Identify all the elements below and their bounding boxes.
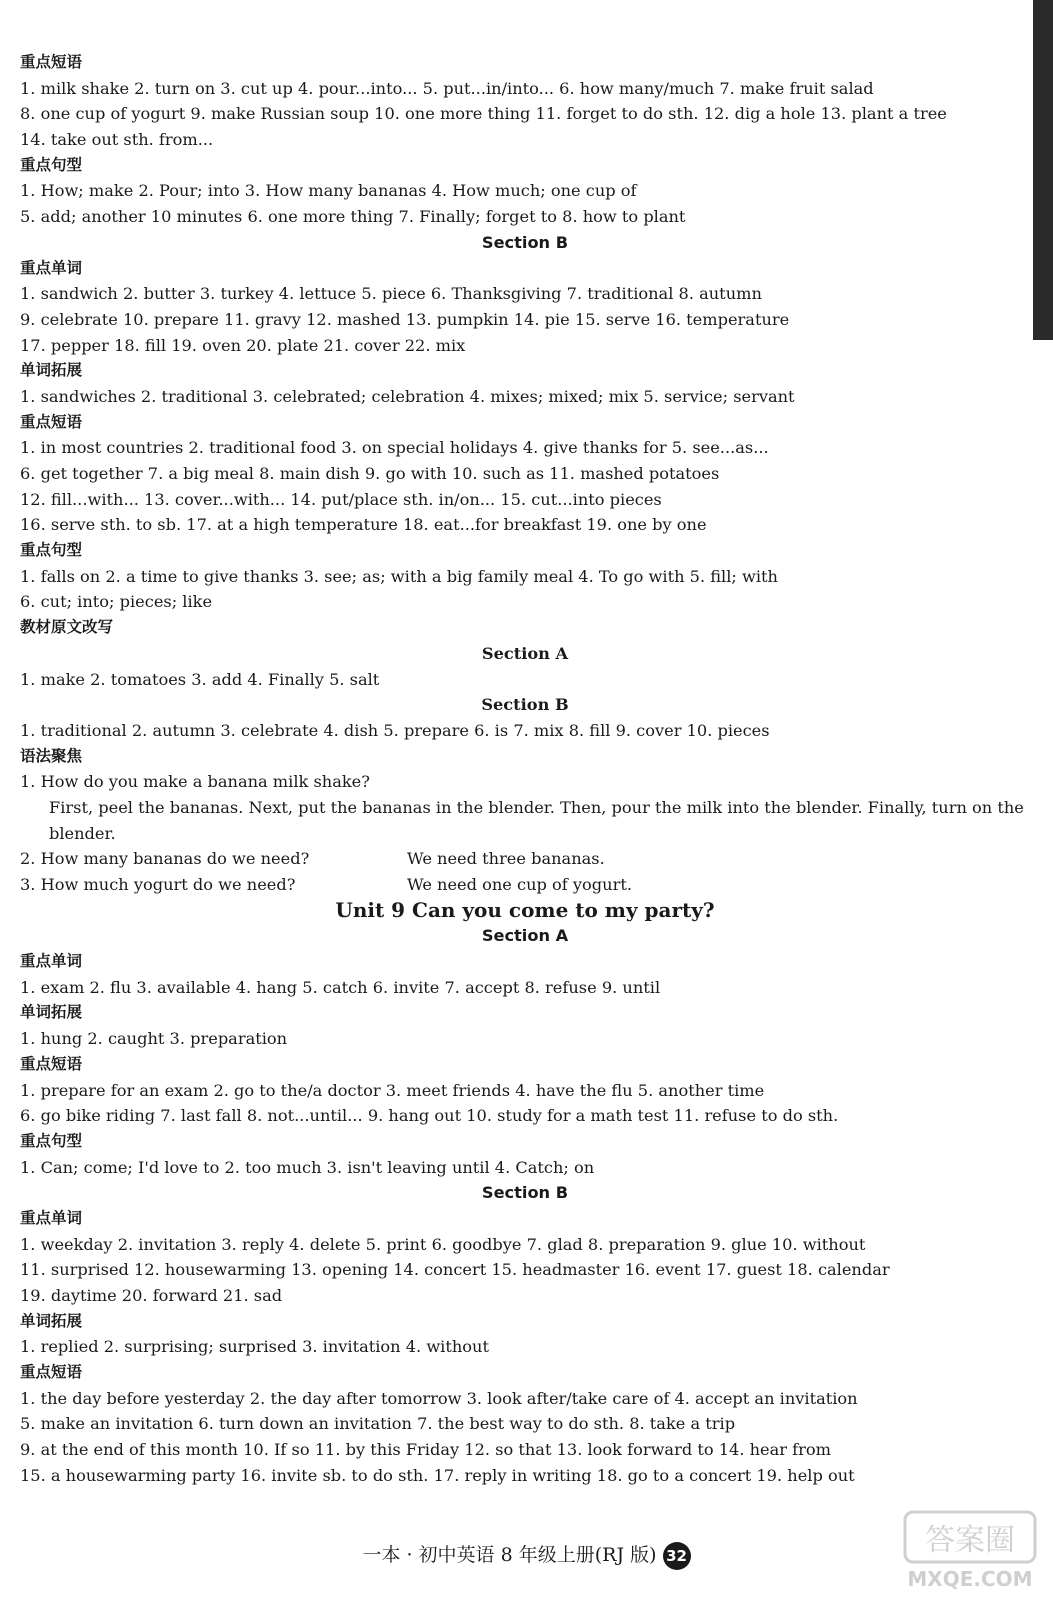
section-heading: 语法聚焦 bbox=[20, 746, 83, 765]
answer-line: 14. take out sth. from... bbox=[20, 130, 214, 150]
page-edge-mark bbox=[1033, 0, 1053, 340]
section-title: Section A bbox=[481, 926, 569, 946]
answer-line: 1. the day before yesterday 2. the day after tomorrow 3. look after/take care of 4. accept an invitation bbox=[20, 1388, 858, 1408]
answer-page bbox=[20, 50, 1030, 1489]
answer-line: 1. replied 2. surprising; surprised 3. invitation 4. without bbox=[20, 1337, 489, 1357]
answer-line: 1. traditional 2. autumn 3. celebrate 4. dish 5. prepare 6. is 7. mix 8. fill 9. cover 10. pieces bbox=[20, 720, 770, 740]
answer-line: 16. serve sth. to sb. 17. at a high temperature 18. eat...for breakfast 19. one by one bbox=[20, 515, 707, 535]
answer-line: 1. hung 2. caught 3. preparation bbox=[20, 1029, 288, 1049]
unit-title: Unit 9 Can you come to my party? bbox=[335, 897, 715, 922]
answer-line: 1. Can; come; I'd love to 2. too much 3. isn't leaving until 4. Catch; on bbox=[20, 1157, 595, 1177]
section-heading: 重点句型 bbox=[20, 155, 83, 174]
section-heading: 重点短语 bbox=[20, 1363, 83, 1382]
answer-line: 1. sandwich 2. butter 3. turkey 4. lettuce 5. piece 6. Thanksgiving 7. traditional 8. autumn bbox=[20, 284, 762, 304]
answer-line: 12. fill...with... 13. cover...with... 14. put/place sth. in/on... 15. cut...into pieces bbox=[20, 489, 662, 509]
answer-line: 5. make an invitation 6. turn down an invitation 7. the best way to do sth. 8. take a trip bbox=[20, 1414, 736, 1434]
section-heading: 单词拓展 bbox=[20, 1003, 83, 1022]
answer-line: 19. daytime 20. forward 21. sad bbox=[20, 1286, 283, 1305]
question-text: 3. How much yogurt do we need? bbox=[20, 875, 296, 894]
answer-line bbox=[20, 846, 1030, 872]
section-heading: 单词拓展 bbox=[20, 1311, 83, 1330]
footer-title: 一本 · 初中英语 8 年级上册(RJ 版) bbox=[362, 1544, 657, 1566]
answer-line: 1. in most countries 2. traditional food 3. on special holidays 4. give thanks for 5. see...as... bbox=[20, 438, 769, 458]
watermark-text: 答案圈 bbox=[925, 1523, 1015, 1558]
page-number: 32 bbox=[663, 1542, 691, 1570]
section-title: Section A bbox=[481, 643, 569, 663]
answer-line: blender. bbox=[49, 823, 116, 843]
section-title: Section B bbox=[481, 232, 569, 252]
section-heading: 重点短语 bbox=[20, 1054, 83, 1073]
section-heading: 重点单词 bbox=[20, 1208, 83, 1227]
answer-line: 1. How do you make a banana milk shake? bbox=[20, 772, 370, 792]
answer-line: 1. How; make 2. Pour; into 3. How many bananas 4. How much; one cup of bbox=[20, 181, 637, 201]
page-footer bbox=[0, 1540, 1053, 1566]
answer-line: 1. exam 2. flu 3. available 4. hang 5. catch 6. invite 7. accept 8. refuse 9. until bbox=[20, 977, 661, 997]
answer-line: 6. get together 7. a big meal 8. main dish 9. go with 10. such as 11. mashed potatoes bbox=[20, 464, 720, 483]
watermark-site: MXQE.COM bbox=[907, 1567, 1033, 1591]
section-title: Section B bbox=[481, 695, 569, 715]
answer-line: 9. at the end of this month 10. If so 11. by this Friday 12. so that 13. look forward to 14. hear from bbox=[20, 1440, 831, 1460]
answer-line: 6. cut; into; pieces; like bbox=[20, 592, 213, 612]
section-heading: 重点单词 bbox=[20, 952, 83, 971]
answer-line: 1. sandwiches 2. traditional 3. celebrated; celebration 4. mixes; mixed; mix 5. service; servant bbox=[20, 386, 795, 406]
question-text: 2. How many bananas do we need? bbox=[20, 849, 310, 869]
answer-line: First, peel the bananas. Next, put the bananas in the blender. Then, pour the milk into the blender. Finally, turn on the bbox=[49, 797, 1024, 817]
answer-line: 17. pepper 18. fill 19. oven 20. plate 21. cover 22. mix bbox=[20, 335, 466, 355]
answer-line: 1. make 2. tomatoes 3. add 4. Finally 5. salt bbox=[20, 669, 380, 689]
answer-line: 1. falls on 2. a time to give thanks 3. see; as; with a big family meal 4. To go with 5. fill; with bbox=[20, 566, 778, 586]
section-heading: 单词拓展 bbox=[20, 361, 83, 380]
section-heading: 重点句型 bbox=[20, 1131, 83, 1150]
answer-line: 6. go bike riding 7. last fall 8. not...until... 9. hang out 10. study for a math test 11. refuse to do sth. bbox=[20, 1106, 839, 1126]
answer-line: 1. prepare for an exam 2. go to the/a doctor 3. meet friends 4. have the flu 5. another time bbox=[20, 1080, 765, 1100]
section-heading: 重点句型 bbox=[20, 541, 83, 560]
answer-text: We need one cup of yogurt. bbox=[407, 875, 632, 894]
answer-line: 5. add; another 10 minutes 6. one more thing 7. Finally; forget to 8. how to plant bbox=[20, 207, 686, 227]
answer-text: We need three bananas. bbox=[407, 849, 605, 869]
section-heading: 重点短语 bbox=[20, 412, 83, 431]
answer-line bbox=[20, 872, 1030, 898]
answer-line: 9. celebrate 10. prepare 11. gravy 12. mashed 13. pumpkin 14. pie 15. serve 16. temperature bbox=[20, 309, 790, 329]
section-heading: 重点单词 bbox=[20, 258, 83, 277]
section-heading: 教材原文改写 bbox=[20, 618, 114, 637]
answer-line: 11. surprised 12. housewarming 13. opening 14. concert 15. headmaster 16. event 17. guest 18. calendar bbox=[20, 1260, 890, 1280]
answer-line: 15. a housewarming party 16. invite sb. to do sth. 17. reply in writing 18. go to a concert 19. help out bbox=[20, 1465, 855, 1485]
answer-line: 1. weekday 2. invitation 3. reply 4. delete 5. print 6. goodbye 7. glad 8. preparation 9. glue 10. without bbox=[20, 1234, 866, 1254]
section-heading: 重点短语 bbox=[20, 53, 83, 71]
answer-line: 8. one cup of yogurt 9. make Russian soup 10. one more thing 11. forget to do sth. 12. dig a hole 13. plant a tree bbox=[20, 104, 947, 124]
section-title: Section B bbox=[481, 1183, 569, 1203]
answer-line: 1. milk shake 2. turn on 3. cut up 4. pour...into... 5. put...in/into... 6. how many/much 7. make fruit salad bbox=[20, 78, 874, 98]
